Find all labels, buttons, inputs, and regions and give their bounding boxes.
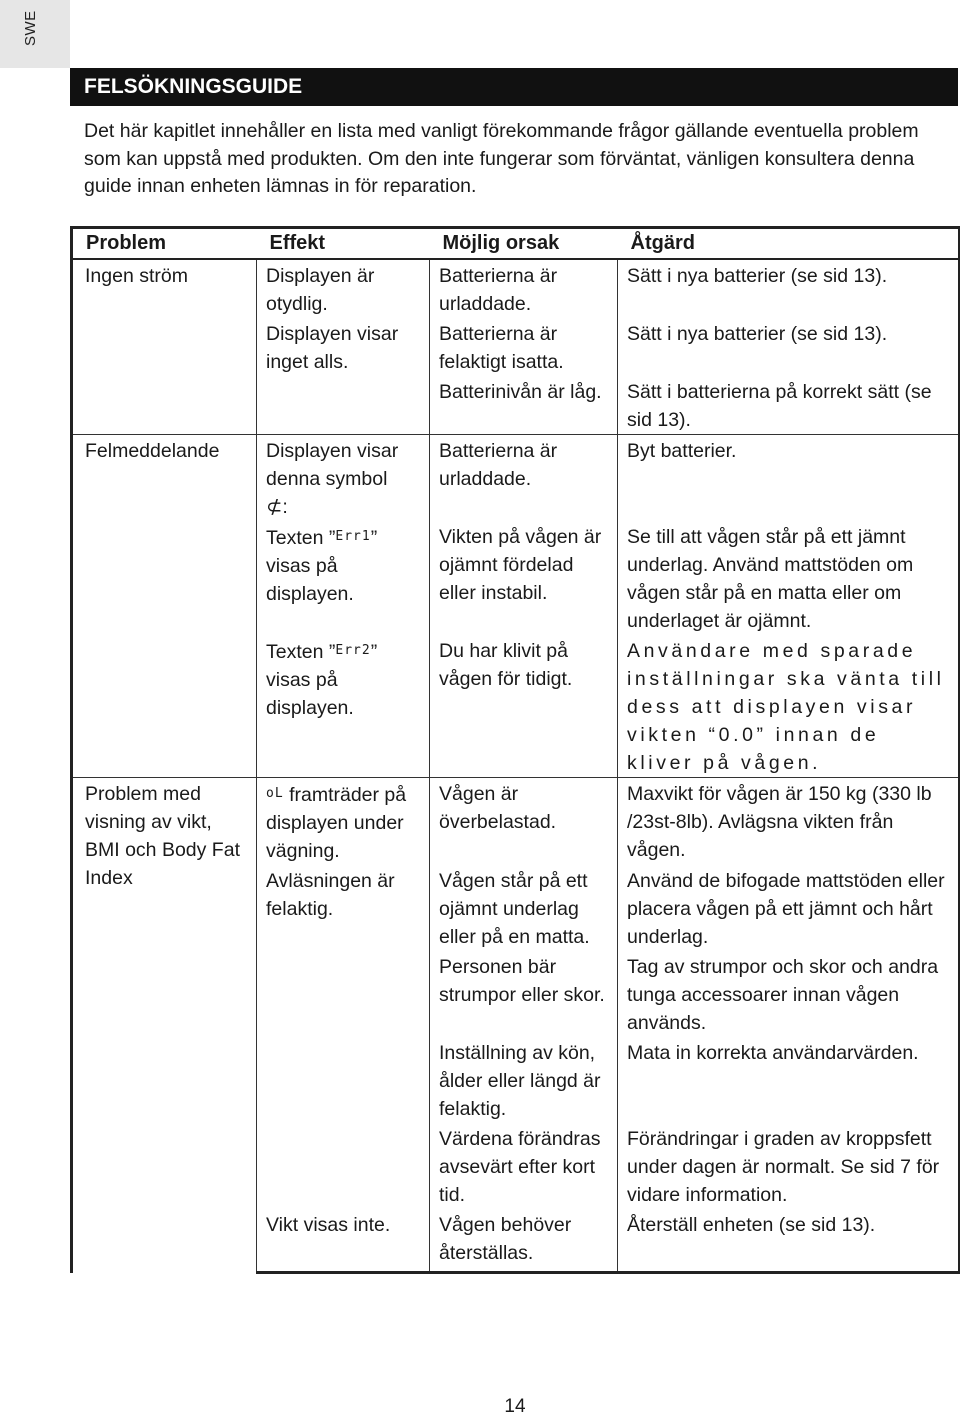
cause-cell: Du har klivit på vågen för tidigt.: [430, 635, 618, 778]
header-effect: Effekt: [257, 228, 430, 260]
action-cell: Sätt i nya batterier (se sid 13).: [618, 318, 960, 376]
action-cell: Användare med sparade inställningar ska vänta till dess att displayen visar vikten “0.0” innan de kliver på vågen.: [618, 635, 960, 778]
action-cell: Maxvikt för vågen är 150 kg (330 lb /23st-8lb). Avlägsna vikten från vågen.: [618, 778, 960, 866]
effect-suffix: ” visas på displayen.: [266, 527, 378, 605]
intro-paragraph: Det här kapitlet innehåller en lista med vanligt förekommande frågor gällande eventuella problem som kan uppstå med produkten. Om den inte fungerar som förväntat, vänligen konsultera denna guide innan enheten lämnas in för reparation.: [84, 120, 919, 197]
problem-cell: Felmeddelande: [72, 435, 257, 778]
effect-suffix: ” visas på displayen.: [266, 641, 378, 719]
cause-cell: Batterierna är urladdade.: [430, 435, 618, 522]
lcd-overload-icon: oL: [266, 786, 284, 801]
effect-cell: [257, 635, 430, 778]
action-cell: Sätt i nya batterier (se sid 13).: [618, 259, 960, 318]
cause-cell: Värdena förändras avsevärt efter kort tid.: [430, 1123, 618, 1209]
cause-cell: Vågen är överbelastad.: [430, 778, 618, 866]
problem-cell: Ingen ström: [72, 259, 257, 435]
header-cause: Möjlig orsak: [430, 228, 618, 260]
effect-cell: [257, 778, 430, 866]
action-cell: Återställ enheten (se sid 13).: [618, 1209, 960, 1273]
cause-cell: Inställning av kön, ålder eller längd är felaktig.: [430, 1037, 618, 1123]
action-cell: Sätt i batterierna på korrekt sätt (se sid 13).: [618, 376, 960, 435]
effect-suffix: framträder på displayen under vägning.: [266, 784, 407, 862]
troubleshooting-table: [70, 226, 960, 1274]
lcd-err1-icon: Err1: [335, 529, 371, 544]
cause-cell: Vågen står på ett ojämnt underlag eller på en matta.: [430, 865, 618, 951]
no-battery-symbol-icon: ⊄: [266, 496, 283, 518]
table-row: [72, 778, 960, 866]
effect-cell: Displayen är otydlig.: [257, 259, 430, 318]
page-number: 14: [504, 1396, 526, 1417]
action-cell: Byt batterier.: [618, 435, 960, 522]
language-label: SWE: [22, 10, 39, 46]
action-cell: Förändringar i graden av kroppsfett under dagen är normalt. Se sid 7 för vidare information.: [618, 1123, 960, 1209]
header-problem: Problem: [72, 228, 257, 260]
effect-text: Displayen visar denna symbol: [266, 440, 399, 490]
effect-cell: [257, 435, 430, 522]
cause-cell: Vikten på vågen är ojämnt fördelad eller instabil.: [430, 521, 618, 635]
action-cell: Tag av strumpor och skor och andra tunga accessoarer innan vågen används.: [618, 951, 960, 1037]
cause-cell: Vågen behöver återställas.: [430, 1209, 618, 1273]
table-row: [72, 435, 960, 522]
effect-prefix: Texten ”: [266, 641, 336, 663]
cause-cell: Batterierna är urladdade.: [430, 259, 618, 318]
language-tab: [0, 0, 70, 68]
action-cell: Använd de bifogade mattstöden eller placera vågen på ett jämnt och hårt underlag.: [618, 865, 960, 951]
problem-cell: Problem med visning av vikt, BMI och Body Fat Index: [72, 778, 257, 1273]
cause-cell: Batterierna är felaktigt isatta.: [430, 318, 618, 376]
table-row: [72, 259, 960, 318]
effect-suffix: :: [282, 496, 288, 518]
effect-prefix: Texten ”: [266, 527, 336, 549]
section-title: FELSÖKNINGSGUIDE: [70, 68, 958, 106]
header-action: Åtgärd: [618, 228, 960, 260]
effect-cell: Displayen visar inget alls.: [257, 318, 430, 435]
lcd-err2-icon: Err2: [335, 643, 371, 658]
effect-cell: [257, 521, 430, 635]
effect-cell: Avläsningen är felaktig.: [257, 865, 430, 1209]
effect-cell: Vikt visas inte.: [257, 1209, 430, 1273]
action-cell: Se till att vågen står på ett jämnt underlag. Använd mattstöden om vågen står på en matta eller om underlaget är ojämnt.: [618, 521, 960, 635]
action-cell: Mata in korrekta användarvärden.: [618, 1037, 960, 1123]
cause-cell: Batterinivån är låg.: [430, 376, 618, 435]
table-header-row: [72, 228, 960, 260]
cause-cell: Personen bär strumpor eller skor.: [430, 951, 618, 1037]
